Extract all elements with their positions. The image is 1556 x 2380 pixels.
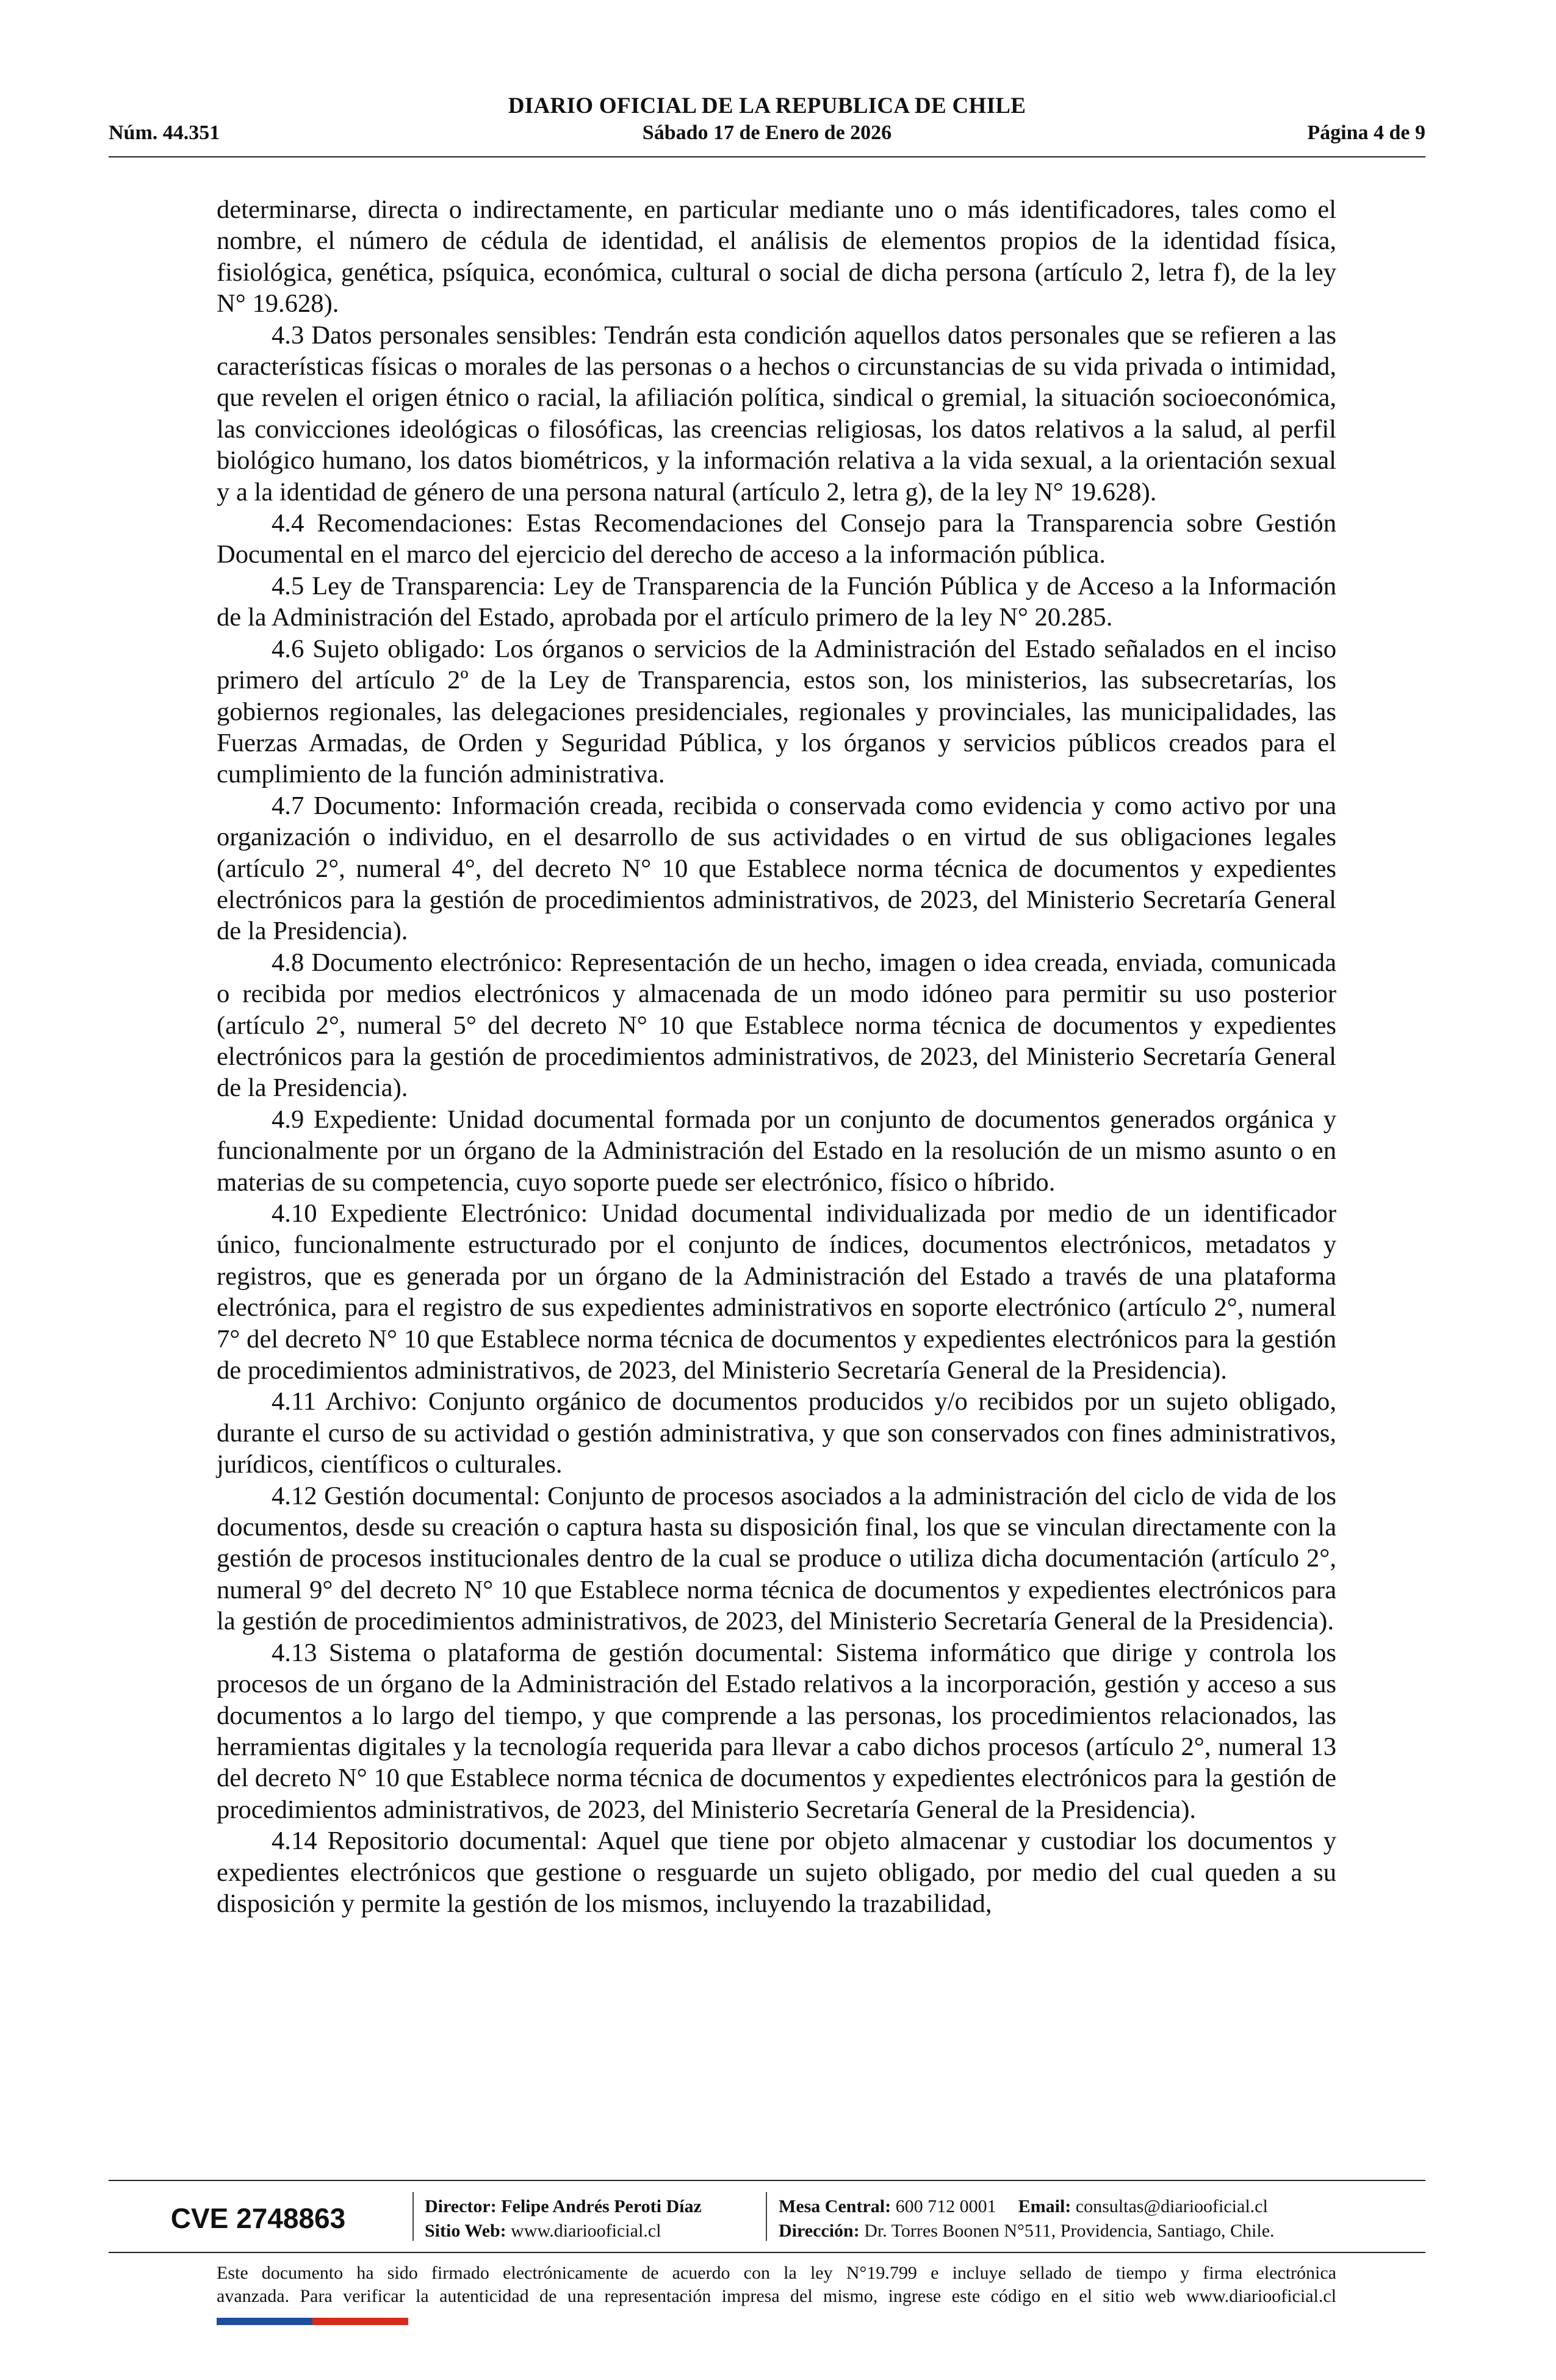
address-text: Dr. Torres Boonen N°511, Providencia, Santiago, Chile.: [864, 2221, 1275, 2241]
address-label: Dirección:: [779, 2221, 860, 2241]
paragraph-4-7: 4.7 Documento: Información creada, recibida o conservada como evidencia y como activo por una organización o individuo, en el desarrollo de sus actividades o en virtud de sus obligaciones legales (artículo 2°, numeral 4°, del decreto N° 10 que Establece norma técnica de documentos y expedientes electrónicos para la gestión de procedimientos administrativos, de 2023, del Ministerio Secretaría General de la Presidencia).: [217, 791, 1336, 946]
footer-director-block: [425, 2194, 702, 2243]
disclaimer-line: avanzada. Para verificar la autenticidad de una representación impresa del mismo, ingrese este código en el sitio web www.diariooficial.cl: [217, 2286, 1336, 2306]
flag-blue-segment: [217, 2318, 312, 2325]
flag-color-bar: [217, 2318, 408, 2325]
paragraph-4-10: 4.10 Expediente Electrónico: Unidad documental individualizada por medio de un identificador único, funcionalmente estructurado por el conjunto de índices, documentos electrónicos, metadatos y registros, que es generada por un órgano de la Administración del Estado a través de una plataforma electrónica, para el registro de sus expedientes administrativos en soporte electrónico (artículo 2°, numeral 7° del decreto N° 10 que Establece norma técnica de documentos y expedientes electrónicos para la gestión de procedimientos administrativos, de 2023, del Ministerio Secretaría General de la Presidencia).: [217, 1199, 1336, 1385]
email-link[interactable]: consultas@diariooficial.cl: [1075, 2196, 1268, 2216]
paragraph-4-8: 4.8 Documento electrónico: Representación de un hecho, imagen o idea creada, enviada, comunicada o recibida por medios electrónicos y almacenada de un modo idóneo para permitir su uso posterior (artículo 2°, numeral 5° del decreto N° 10 que Establece norma técnica de documentos y expedientes electrónicos para la gestión de procedimientos administrativos, de 2023, del Ministerio Secretaría General de la Presidencia).: [217, 948, 1336, 1103]
header-divider: [109, 156, 1425, 157]
email-label: Email:: [1018, 2196, 1072, 2216]
director-label: Director:: [425, 2196, 497, 2216]
footer-contact-block: [779, 2194, 1275, 2243]
page-number: Página 4 de 9: [1307, 121, 1425, 144]
gazette-title: DIARIO OFICIAL DE LA REPUBLICA DE CHILE: [508, 93, 1026, 118]
document-body: [217, 194, 1336, 1919]
paragraph-continuation: determinarse, directa o indirectamente, en particular mediante uno o más identificadores, tales como el nombre, el número de cédula de identidad, el análisis de elementos propios de la identidad física, fisiológica, genética, psíquica, económica, cultural o social de dicha persona (artículo 2, letra f), de la ley N° 19.628).: [217, 195, 1336, 319]
footer-separator: [412, 2192, 414, 2241]
paragraph-4-4: 4.4 Recomendaciones: Estas Recomendaciones del Consejo para la Transparencia sobre Gestión Documental en el marco del ejercicio del derecho de acceso a la información pública.: [217, 509, 1336, 569]
paragraph-4-11: 4.11 Archivo: Conjunto orgánico de documentos producidos y/o recibidos por un sujeto obligado, durante el curso de su actividad o gestión administrativa, y que son conservados con fines administrativos, jurídicos, científicos o culturales.: [217, 1387, 1336, 1479]
flag-red-segment: [312, 2318, 408, 2325]
website-label: Sitio Web:: [425, 2221, 506, 2241]
footer-divider-top: [109, 2180, 1425, 2181]
director-name: Felipe Andrés Peroti Díaz: [501, 2196, 702, 2216]
paragraph-4-14: 4.14 Repositorio documental: Aquel que tiene por objeto almacenar y custodiar los documentos y expedientes electrónicos que gestione o resguarde un sujeto obligado, por medio del cual queden a su disposición y permite la gestión de los mismos, incluyendo la trazabilidad,: [217, 1826, 1336, 1918]
paragraph-4-3: 4.3 Datos personales sensibles: Tendrán esta condición aquellos datos personales que se refieren a las características físicas o morales de las personas o a hechos o circunstancias de su vida privada o intimidad, que revelen el origen étnico o racial, la afiliación política, sindical o gremial, la situación socioeconómica, las convicciones ideológicas o filosóficas, las creencias religiosas, los datos relativos a la salud, al perfil biológico humano, los datos biométricos, y la información relativa a la vida sexual, a la orientación sexual y a la identidad de género de una persona natural (artículo 2, letra g), de la ley N° 19.628).: [217, 320, 1336, 507]
page-header: [109, 93, 1425, 154]
paragraph-4-12: 4.12 Gestión documental: Conjunto de procesos asociados a la administración del ciclo de vida de los documentos, desde su creación o captura hasta su disposición final, los que se vinculan directamente con la gestión de procesos institucionales dentro de la cual se produce o utiliza dicha documentación (artículo 2°, numeral 9° del decreto N° 10 que Establece norma técnica de documentos y expedientes electrónicos para la gestión de procedimientos administrativos, de 2023, del Ministerio Secretaría General de la Presidencia).: [217, 1481, 1336, 1636]
paragraph-4-6: 4.6 Sujeto obligado: Los órganos o servicios de la Administración del Estado señalados en el inciso primero del artículo 2º de la Ley de Transparencia, estos son, los ministerios, las subsecretarías, los gobiernos regionales, las delegaciones presidenciales, regionales y provinciales, las municipalidades, las Fuerzas Armadas, de Orden y Seguridad Pública, y los órganos y servicios públicos creados para el cumplimiento de la función administrativa.: [217, 634, 1336, 789]
paragraph-4-9: 4.9 Expediente: Unidad documental formada por un conjunto de documentos generados orgánica y funcionalmente por un órgano de la Administración del Estado en la resolución de un mismo asunto o en materias de su competencia, cuyo soporte puede ser electrónico, físico o híbrido.: [217, 1105, 1336, 1197]
disclaimer-line: Este documento ha sido firmado electrónicamente de acuerdo con la ley N°19.799 e incluye sellado de tiempo y firma electrónica: [217, 2263, 1336, 2283]
phone-number: 600 712 0001: [895, 2196, 996, 2216]
phone-label: Mesa Central:: [779, 2196, 891, 2216]
paragraph-4-5: 4.5 Ley de Transparencia: Ley de Transparencia de la Función Pública y de Acceso a la Información de la Administración del Estado, aprobada por el artículo primero de la ley N° 20.285.: [217, 571, 1336, 632]
footer-divider-bottom: [109, 2252, 1425, 2253]
footer-separator: [766, 2192, 767, 2241]
website-link[interactable]: www.diariooficial.cl: [511, 2221, 661, 2241]
issue-number: Núm. 44.351: [109, 121, 220, 144]
issue-date: Sábado 17 de Enero de 2026: [642, 121, 892, 144]
cve-code: CVE 2748863: [170, 2202, 346, 2234]
signature-disclaimer: [217, 2262, 1336, 2308]
paragraph-4-13: 4.13 Sistema o plataforma de gestión documental: Sistema informático que dirige y controla los procesos de un órgano de la Administración del Estado relativos a la incorporación, gestión y acceso a sus documentos a lo largo del tiempo, y que comprende a las personas, los procedimientos relacionados, las herramientas digitales y la tecnología requerida para llevar a cabo dichos procesos (artículo 2°, numeral 13 del decreto N° 10 que Establece norma técnica de documentos y expedientes electrónicos para la gestión de procedimientos administrativos, de 2023, del Ministerio Secretaría General de la Presidencia).: [217, 1638, 1336, 1824]
